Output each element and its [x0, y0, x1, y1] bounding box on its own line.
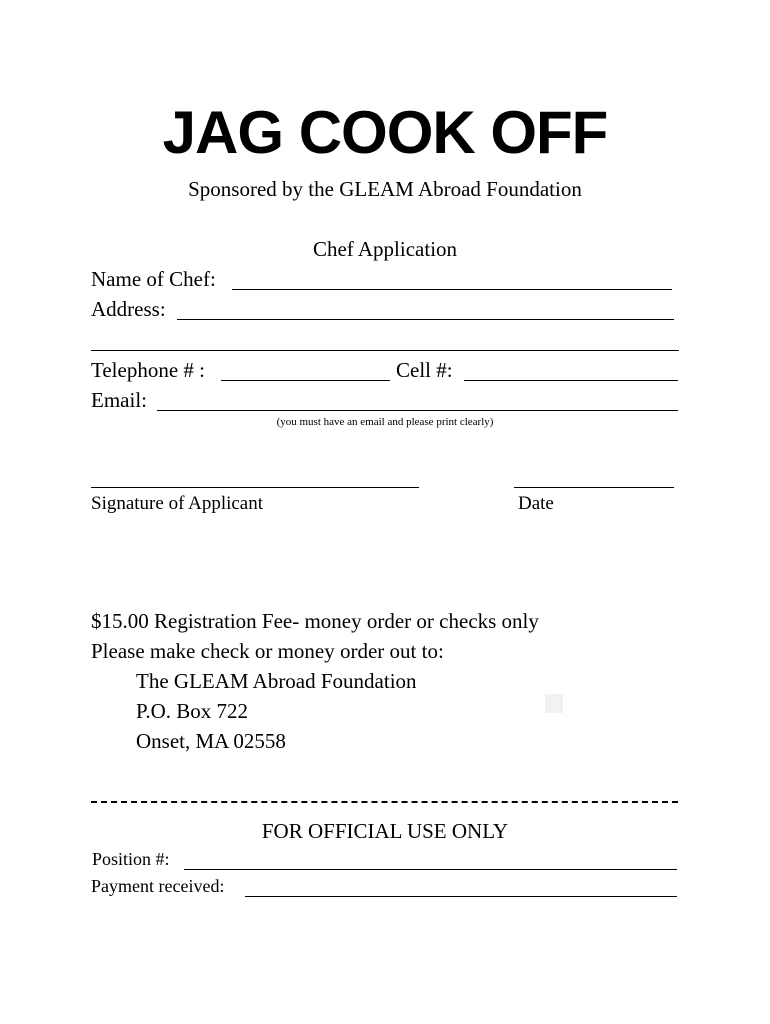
- telephone-label: Telephone # :: [91, 358, 205, 382]
- position-label: Position #:: [92, 849, 170, 869]
- date-field[interactable]: [514, 487, 674, 488]
- scan-artifact: [545, 694, 563, 713]
- payee-name: The GLEAM Abroad Foundation: [136, 669, 417, 693]
- payee-city: Onset, MA 02558: [136, 729, 286, 753]
- page-title: JAG COOK OFF: [162, 99, 608, 166]
- payment-received-field[interactable]: [245, 896, 677, 897]
- name-label: Name of Chef:: [91, 267, 216, 291]
- address-label: Address:: [91, 297, 166, 321]
- email-field[interactable]: [157, 410, 678, 411]
- signature-label: Signature of Applicant: [91, 493, 264, 514]
- form-heading: Chef Application: [312, 237, 458, 261]
- address-field[interactable]: [177, 319, 674, 320]
- cell-label: Cell #:: [396, 358, 453, 382]
- email-note: (you must have an email and please print clearly): [276, 416, 494, 428]
- cut-line-divider: [91, 801, 678, 803]
- payment-instruction: Please make check or money order out to:: [91, 639, 444, 663]
- fee-line: $15.00 Registration Fee- money order or checks only: [91, 609, 539, 633]
- position-field[interactable]: [184, 869, 677, 870]
- cell-field[interactable]: [464, 380, 678, 381]
- sponsor-line: Sponsored by the GLEAM Abroad Foundation: [188, 177, 582, 201]
- email-label: Email:: [91, 388, 147, 412]
- date-label: Date: [518, 493, 554, 514]
- payee-po-box: P.O. Box 722: [136, 699, 249, 723]
- telephone-field[interactable]: [221, 380, 390, 381]
- address-field-line-2[interactable]: [91, 350, 679, 351]
- signature-field[interactable]: [91, 487, 419, 488]
- official-heading: FOR OFFICIAL USE ONLY: [261, 819, 509, 843]
- payment-received-label: Payment received:: [91, 876, 225, 896]
- name-field[interactable]: [232, 289, 672, 290]
